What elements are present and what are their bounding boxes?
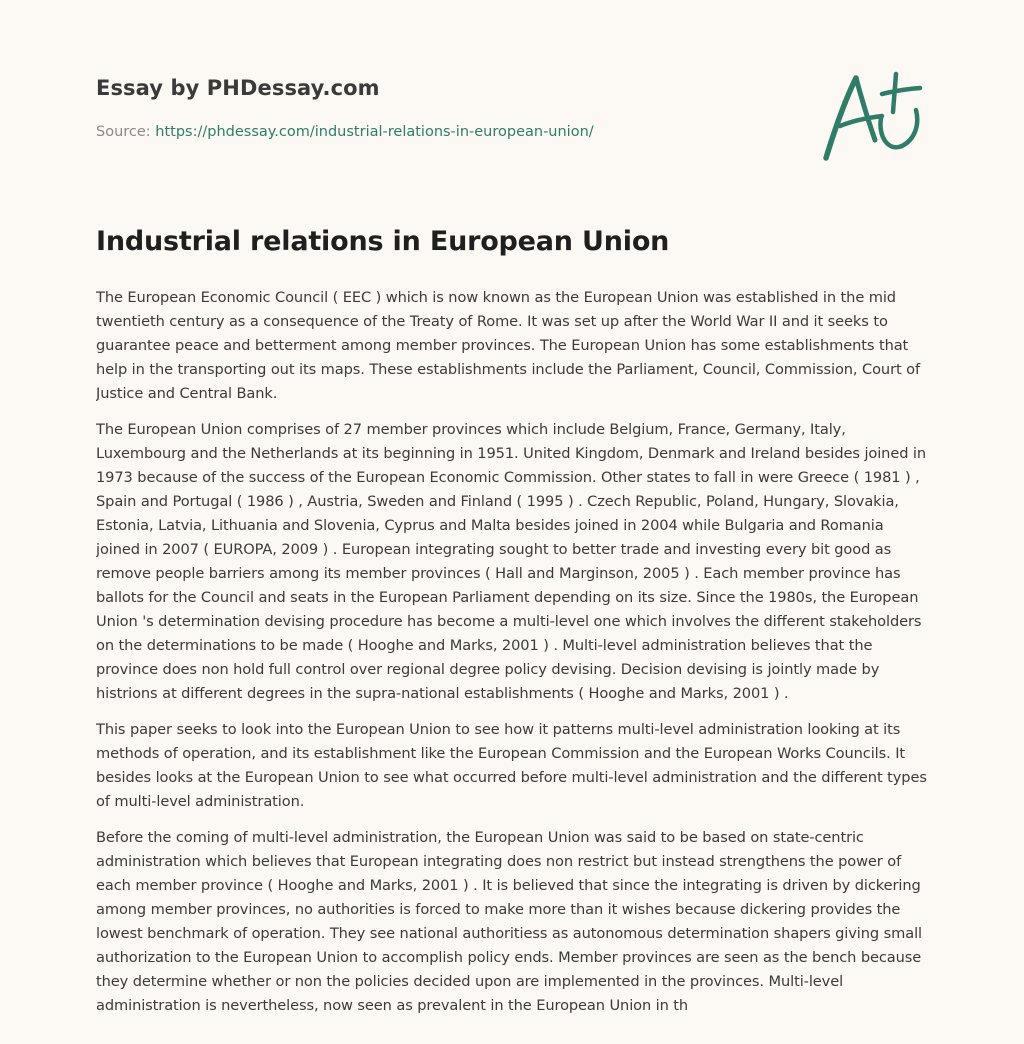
a-plus-grade-icon [822, 66, 932, 166]
paragraph: This paper seeks to look into the European Union to see how it patterns multi-level administration looking at its methods of operation, and its establishment like the European Commission and the European Works Councils. It besides looks at the European Union to see what occurred before multi-level administration and the different types of multi-level administration. [96, 721, 927, 810]
paragraph: Before the coming of multi-level administration, the European Union was said to be based on state-centric administration which believes that European integrating does non restrict but instead strengthens the power of each member province ( Hooghe and Marks, 2001 ) . It is believed that since the integrating is driven by dickering among member provinces, no authorities is forced to make more than it wishes because dickering provides the lowest benchmark of operation. They see national authoritiess as autonomous determination shapers giving small authorization to the European Union to accomplish policy ends. Member provinces are seen as the bench because they determine whether or non the policies decided upon are implemented in the provinces. Multi-level administration is nevertheless, now seen as prevalent in the European Union in th [96, 829, 922, 1014]
essay-page [96, 0, 932, 1044]
essay-title: Industrial relations in European Union [96, 226, 670, 257]
source-link[interactable]: https://phdessay.com/industrial-relations-in-european-union/ [155, 124, 594, 140]
source-line [96, 124, 594, 140]
essay-body [96, 286, 932, 1038]
paragraph: The European Economic Council ( EEC ) which is now known as the European Union was established in the mid twentieth century as a consequence of the Treaty of Rome. It was set up after the World War II and it seeks to guarantee peace and betterment among member provinces. The European Union has some establishments that help in the transporting out its maps. These establishments include the Parliament, Council, Commission, Court of Justice and Central Bank. [96, 289, 920, 402]
site-title: Essay by PHDessay.com [96, 76, 380, 100]
source-label: Source: [96, 124, 156, 140]
paragraph: The European Union comprises of 27 member provinces which include Belgium, France, Germany, Italy, Luxembourg and the Netherlands at its beginning in 1951. United Kingdom, Denmark and Ireland besides joined in 1973 because of the success of the European Economic Commission. Other states to fall in were Greece ( 1981 ) , Spain and Portugal ( 1986 ) , Austria, Sweden and Finland ( 1995 ) . Czech Republic, Poland, Hungary, Slovakia, Estonia, Latvia, Lithuania and Slovenia, Cyprus and Malta besides joined in 2004 while Bulgaria and Romania joined in 2007 ( EUROPA, 2009 ) . European integrating sought to better trade and investing every bit good as remove people barriers among its member provinces ( Hall and Marginson, 2005 ) . Each member province has ballots for the Council and seats in the European Parliament depending on its size. Since the 1980s, the European Union 's determination devising procedure has become a multi-level one which involves the different stakeholders on the determinations to be made ( Hooghe and Marks, 2001 ) . Multi-level administration believes that the province does non hold full control over regional degree policy devising. Decision devising is jointly made by histrions at different degrees in the supra-national establishments ( Hooghe and Marks, 2001 ) . [96, 421, 927, 702]
